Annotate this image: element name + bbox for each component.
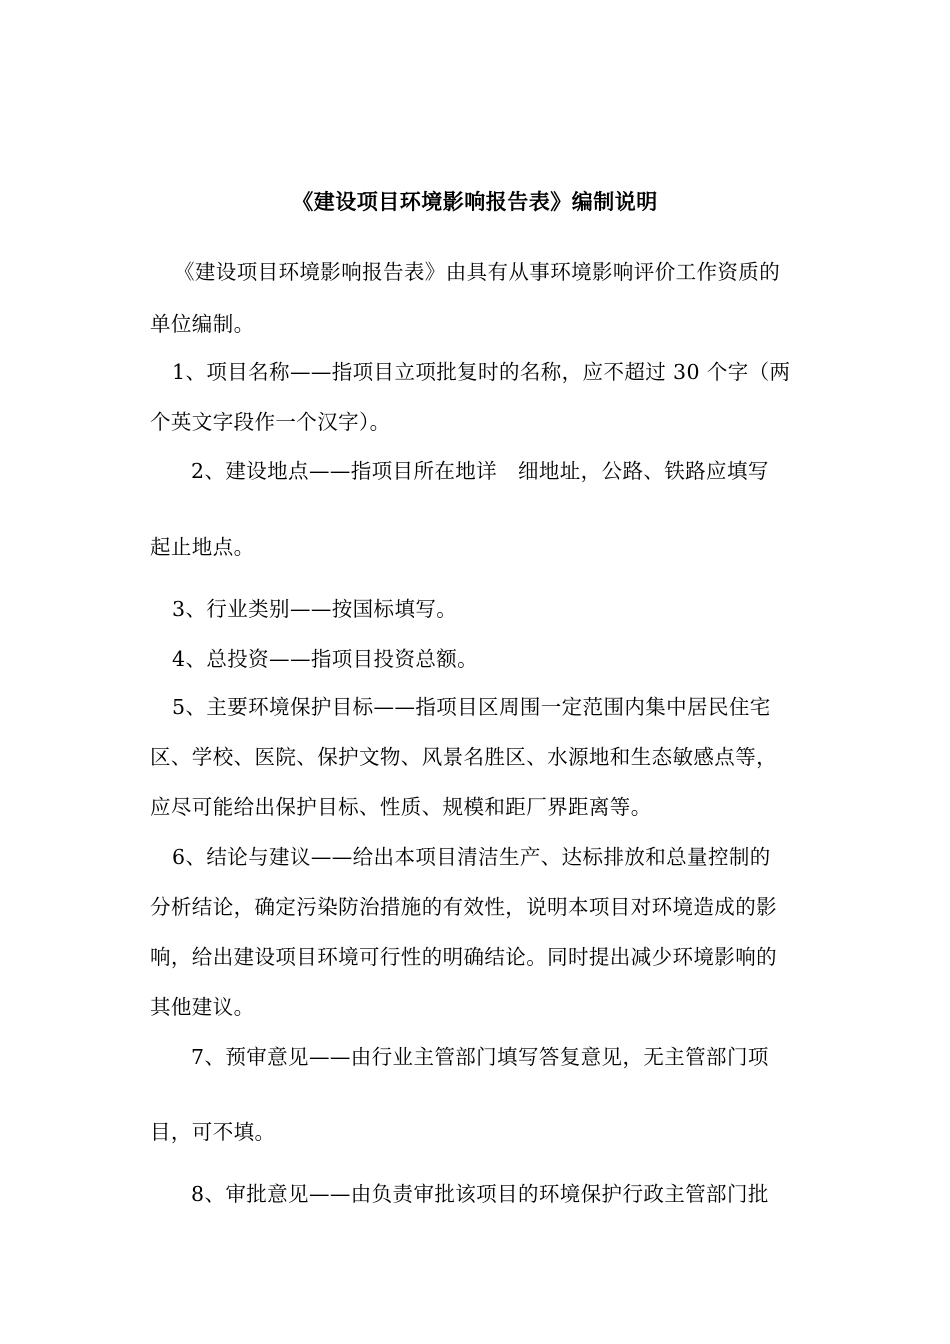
paragraph-line: 起止地点。 (150, 535, 255, 559)
paragraph-line: 目，可不填。 (150, 1120, 276, 1144)
paragraph-line: 7、预审意见——由行业主管部门填写答复意见，无主管部门项 (191, 1045, 769, 1069)
paragraph-line: 1、项目名称——指项目立项批复时的名称，应不超过 30 个字（两 (172, 360, 791, 384)
paragraph-line: 单位编制。 (150, 312, 255, 336)
paragraph-line: 区、学校、医院、保护文物、风景名胜区、水源地和生态敏感点等， (150, 745, 777, 769)
paragraph-line: 6、结论与建议——给出本项目清洁生产、达标排放和总量控制的 (172, 845, 771, 869)
paragraph-line: 8、审批意见——由负责审批该项目的环境保护行政主管部门批 (191, 1182, 769, 1206)
paragraph-line: 响，给出建设项目环境可行性的明确结论。同时提出减少环境影响的 (150, 945, 777, 969)
paragraph-line: 5、主要环境保护目标——指项目区周围一定范围内集中居民住宅 (172, 695, 771, 719)
paragraph-line: 《建设项目环境影响报告表》由具有从事环境影响评价工作资质的 (174, 260, 781, 284)
paragraph-line: 应尽可能给出保护目标、性质、规模和距厂界距离等。 (150, 795, 652, 819)
paragraph-line: 2、建设地点——指项目所在地详 细地址，公路、铁路应填写 (191, 459, 769, 483)
paragraph-line: 分析结论，确定污染防治措施的有效性，说明本项目对环境造成的影 (150, 895, 777, 919)
paragraph-line: 个英文字段作一个汉字）。 (150, 410, 391, 434)
paragraph-line: 3、行业类别——按国标填写。 (172, 597, 458, 621)
paragraph-line: 4、总投资——指项目投资总额。 (172, 647, 479, 671)
document-title: 《建设项目环境影响报告表》编制说明 (292, 189, 658, 214)
paragraph-line: 其他建议。 (150, 995, 255, 1019)
